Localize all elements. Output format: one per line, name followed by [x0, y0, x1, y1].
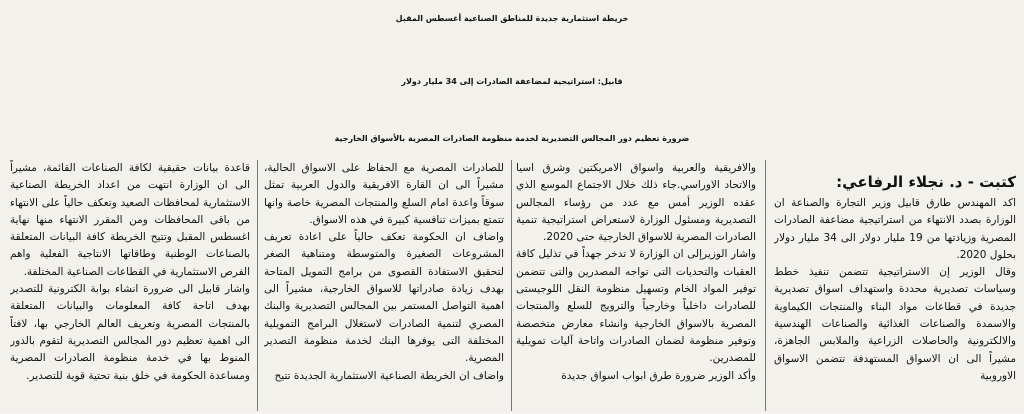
column-paragraph: اكد المهندس طارق قابيل وزير التجارة والصناعة ان الوزارة بصدد الانتهاء من استراتيجية مضاعفة الصادرات المصرية وزيادتها من 19 مليار دولار الى 34 مليار دولار بحلول 2020.	[774, 197, 1016, 261]
article-subhead: ضرورة تعظيم دور المجالس التصديرية لخدمة منظومة الصادرات المصرية بالأسواق الخارجية	[334, 134, 690, 143]
column-paragraph: واضاف ان الخريطة الصناعية الاستثمارية الجديدة تتيح	[274, 369, 504, 382]
column-paragraph: قاعدة بيانات حقيقية لكافة الصناعات القائمة، مشيراً الى ان الوزارة انتهت من اعداد الخريطة الصناعية الاستثمارية لمحافظات الصعيد وتعكف حالياً على الانتهاء من باقى المحافظات ومن المقرر الانتهاء منها نهاية اغسطس المقبل وتتيح الخريطة كافة البيانات المتعلقة بالصناعات الوطنية وطاقاتها الانتاجية الفعلية واهم الفرص الاستثمارية في القطاعات الصناعية المختلفة.	[10, 162, 250, 278]
column-paragraph: واشار الوزيرإلى ان الوزارة لا تدخر جهداً في تذليل كافة العقبات والتحديات التى تواجه المصدرين والتى تتضمن توفير المواد الخام وتسهيل منظومة النقل اللوجيستى للصادرات داخلياً وخارجياً والترويج للسلع والمنتجات المصرية بالاسواق الخارجية وانشاء معارض متخصصة وتوفير منظومة لضمان الصادرات واتاحة آليات تمويلية للمصدرين.	[516, 248, 756, 365]
article-headline: قابيل: استراتيجية لمضاعفة الصادرات إلى 34 مليار دولار	[401, 77, 623, 86]
column-paragraph: للصادرات المصرية مع الحفاظ على الاسواق الحالية، مشيراً الى ان القارة الافريقية والدول العربية تمثل سوقاً واعدة امام السلع والمنتجات المصرية خاصة وانها تتمتع بميزات تنافسية كبيرة في هذه الاسواق.	[264, 162, 504, 226]
column-divider	[511, 160, 512, 411]
article-column-1	[774, 195, 1016, 414]
article-kicker: خريطة استثمارية جديدة للمناطق الصناعية أغسطس المقبل	[395, 14, 629, 23]
article-byline: كتبت - د. نجلاء الرفاعي:	[836, 173, 1016, 191]
column-paragraph: وقال الوزير إن الاستراتيجية تتضمن تنفيذ خطط وسياسات تصديرية محددة واستهداف اسواق تصديرية جديدة في قطاعات مواد البناء والمنتجات الكيماوية والاسمدة والصناعات الغذائية والصناعات الهندسية والالكترونية والحاصلات الزراعية والملابس الجاهزة، مشيراً الى ان الاسواق المستهدفة تتضمن الاسواق الاوروبية	[774, 266, 1016, 382]
article-column-2	[516, 160, 756, 411]
column-paragraph: والافريقية والعربية واسواق الامريكتين وشرق اسيا والاتحاد الاوراسي.جاء ذلك خلال الاجتماع الموسع الذي عقده الوزير أمس مع عدد من رؤساء المجالس التصديرية ومسئول الوزارة لاستعراض استراتيجية تنمية الصادرات المصرية للاسواق الخارجية حتى 2020.	[516, 162, 756, 244]
column-paragraph: واضاف ان الحكومة تعكف حالياً على اعادة تعريف المشروعات الصغيرة والمتوسطة ومتناهية الصغر لتحقيق الاستفادة القصوى من برامج التمويل المتاحة بهدف زيادة صادراتها للاسواق الخارجية، مشيراً الى اهمية التواصل المستمر بين المجالس التصديرية والبنك المصري لتنمية الصادرات لاستغلال البرامج التمويلية المختلفة التى يوفرها البنك لخدمة منظومة التصدير المصرية.	[264, 231, 504, 365]
column-paragraph: وأكد الوزير ضرورة طرق ابواب اسواق جديدة	[561, 369, 756, 382]
column-divider	[257, 160, 258, 411]
article-column-3	[264, 160, 504, 411]
article-column-4	[10, 160, 250, 411]
column-paragraph: واشار قابيل الى ضرورة انشاء بوابة الكترونية للتصدير بهدف اتاحة كافة المعلومات والبيانات المتعلقة بالمنتجات المصرية وتعريف العالم الخارجي بها، لافتاً الى اهمية تعظيم دور المجالس التصديرية لتقوم بالدور المنوط بها في خدمة منظومة الصادرات المصرية ومساعدة الحكومة في خلق بنية تحتية قوية للتصدير.	[10, 283, 250, 382]
column-divider	[765, 160, 766, 411]
